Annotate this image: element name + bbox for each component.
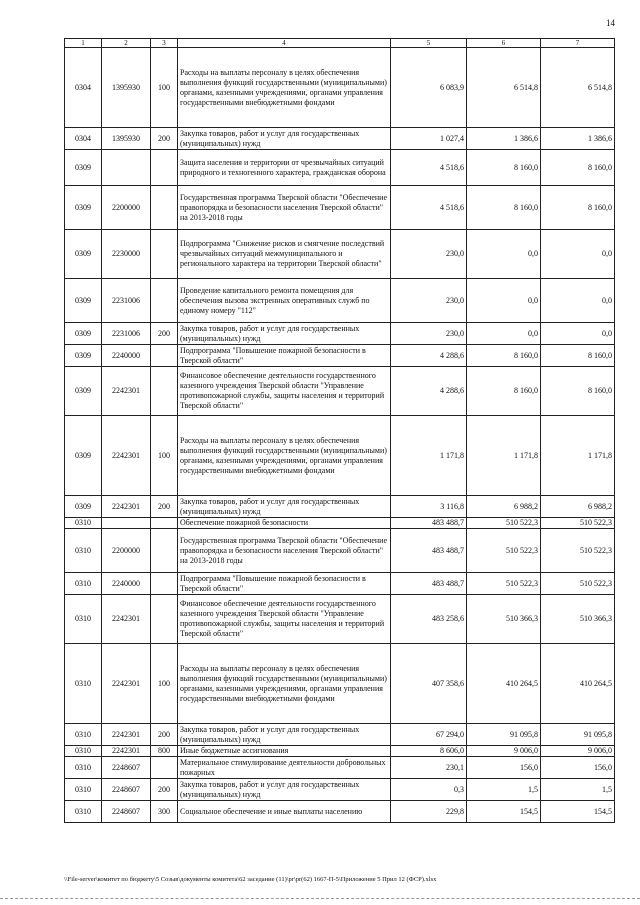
description-cell: Материальное стимулирование деятельности добровольных пожарных [178, 757, 391, 779]
section-code-cell: 0304 [65, 48, 102, 128]
amount-col5-cell: 4 518,6 [391, 186, 467, 230]
header-col-2: 2 [102, 39, 151, 48]
table-row [65, 323, 615, 345]
target-article-cell: 2240000 [102, 345, 151, 367]
table-header-row [65, 39, 615, 48]
amount-col5-cell: 4 288,6 [391, 345, 467, 367]
expense-type-cell: 200 [151, 128, 178, 150]
amount-col6-cell: 91 095,8 [467, 724, 541, 746]
description-cell: Государственная программа Тверской области "Обеспечение правопорядка и безопасности населения Тверской области" на 2013-2018 годы [178, 186, 391, 230]
section-code-cell: 0310 [65, 644, 102, 724]
section-code-cell: 0309 [65, 279, 102, 323]
table-row [65, 186, 615, 230]
amount-col7-cell: 91 095,8 [541, 724, 615, 746]
amount-col5-cell: 483 488,7 [391, 529, 467, 573]
target-article-cell: 1395930 [102, 48, 151, 128]
amount-col6-cell: 156,0 [467, 757, 541, 779]
description-cell: Обеспечение пожарной безопасности [178, 518, 391, 529]
table-row [65, 150, 615, 186]
table-row [65, 644, 615, 724]
amount-col5-cell: 4 518,6 [391, 150, 467, 186]
expense-type-cell [151, 367, 178, 416]
amount-col6-cell: 0,0 [467, 323, 541, 345]
expense-type-cell [151, 279, 178, 323]
expense-type-cell: 100 [151, 48, 178, 128]
amount-col7-cell: 510 522,3 [541, 518, 615, 529]
amount-col6-cell: 1 171,8 [467, 416, 541, 496]
section-code-cell: 0309 [65, 230, 102, 279]
table-row [65, 529, 615, 573]
expense-type-cell: 200 [151, 724, 178, 746]
amount-col6-cell: 1,5 [467, 779, 541, 801]
target-article-cell: 2240000 [102, 573, 151, 595]
amount-col5-cell: 3 116,8 [391, 496, 467, 518]
amount-col5-cell: 1 027,4 [391, 128, 467, 150]
expense-type-cell [151, 150, 178, 186]
header-col-7: 7 [541, 39, 615, 48]
target-article-cell: 2200000 [102, 186, 151, 230]
table-row [65, 595, 615, 644]
section-code-cell: 0310 [65, 724, 102, 746]
table-body [65, 48, 615, 823]
expense-type-cell [151, 230, 178, 279]
page-edge-divider [0, 898, 640, 899]
section-code-cell: 0310 [65, 518, 102, 529]
amount-col6-cell: 0,0 [467, 279, 541, 323]
table-row [65, 48, 615, 128]
amount-col5-cell: 483 488,7 [391, 573, 467, 595]
amount-col7-cell: 6 514,8 [541, 48, 615, 128]
target-article-cell [102, 518, 151, 529]
amount-col6-cell: 410 264,5 [467, 644, 541, 724]
description-cell: Закупка товаров, работ и услуг для государственных (муниципальных) нужд [178, 128, 391, 150]
amount-col5-cell: 6 083,9 [391, 48, 467, 128]
header-col-3: 3 [151, 39, 178, 48]
target-article-cell: 2230000 [102, 230, 151, 279]
table-row [65, 416, 615, 496]
table-row [65, 801, 615, 823]
section-code-cell: 0310 [65, 595, 102, 644]
target-article-cell: 2248607 [102, 801, 151, 823]
section-code-cell: 0309 [65, 345, 102, 367]
amount-col7-cell: 0,0 [541, 323, 615, 345]
section-code-cell: 0310 [65, 529, 102, 573]
table-row [65, 279, 615, 323]
target-article-cell: 2248607 [102, 779, 151, 801]
expense-type-cell [151, 595, 178, 644]
header-col-4: 4 [178, 39, 391, 48]
expense-type-cell: 200 [151, 496, 178, 518]
amount-col5-cell: 0,3 [391, 779, 467, 801]
target-article-cell: 2242301 [102, 416, 151, 496]
table-row [65, 345, 615, 367]
amount-col6-cell: 0,0 [467, 230, 541, 279]
amount-col6-cell: 6 988,2 [467, 496, 541, 518]
table-row [65, 757, 615, 779]
amount-col5-cell: 230,0 [391, 323, 467, 345]
table-row [65, 496, 615, 518]
table-row [65, 128, 615, 150]
description-cell: Подпрограмма "Повышение пожарной безопасности в Тверской области" [178, 573, 391, 595]
target-article-cell: 1395930 [102, 128, 151, 150]
description-cell: Подпрограмма "Повышение пожарной безопасности в Тверской области" [178, 345, 391, 367]
section-code-cell: 0304 [65, 128, 102, 150]
description-cell: Защита населения и территории от чрезвычайных ситуаций природного и техногенного характера, гражданская оборона [178, 150, 391, 186]
target-article-cell: 2231006 [102, 279, 151, 323]
section-code-cell: 0310 [65, 757, 102, 779]
amount-col6-cell: 510 366,3 [467, 595, 541, 644]
section-code-cell: 0309 [65, 186, 102, 230]
table-row [65, 367, 615, 416]
amount-col6-cell: 8 160,0 [467, 186, 541, 230]
target-article-cell: 2242301 [102, 746, 151, 757]
amount-col6-cell: 510 522,3 [467, 573, 541, 595]
target-article-cell [102, 150, 151, 186]
amount-col6-cell: 510 522,3 [467, 529, 541, 573]
expense-type-cell [151, 518, 178, 529]
description-cell: Проведение капитального ремонта помещения для обеспечения вызова экстренных оперативных служб по единому номеру "112" [178, 279, 391, 323]
amount-col5-cell: 67 294,0 [391, 724, 467, 746]
amount-col7-cell: 0,0 [541, 279, 615, 323]
description-cell: Расходы на выплаты персоналу в целях обеспечения выполнения функций государственными (муниципальными) органами, казенными учреждениями, органами управления государственными внебюджетными фондами [178, 416, 391, 496]
amount-col7-cell: 510 366,3 [541, 595, 615, 644]
amount-col6-cell: 8 160,0 [467, 150, 541, 186]
description-cell: Финансовое обеспечение деятельности государственного казенного учреждения Тверской области "Управление противопожарной службы, защиты населения и территорий Тверской области" [178, 595, 391, 644]
section-code-cell: 0309 [65, 496, 102, 518]
amount-col7-cell: 6 988,2 [541, 496, 615, 518]
expense-type-cell [151, 573, 178, 595]
target-article-cell: 2242301 [102, 644, 151, 724]
amount-col5-cell: 483 488,7 [391, 518, 467, 529]
description-cell: Закупка товаров, работ и услуг для государственных (муниципальных) нужд [178, 496, 391, 518]
amount-col7-cell: 156,0 [541, 757, 615, 779]
table-row [65, 573, 615, 595]
section-code-cell: 0309 [65, 367, 102, 416]
amount-col5-cell: 230,0 [391, 230, 467, 279]
expense-type-cell [151, 529, 178, 573]
amount-col5-cell: 407 358,6 [391, 644, 467, 724]
expense-type-cell [151, 757, 178, 779]
amount-col7-cell: 8 160,0 [541, 367, 615, 416]
description-cell: Финансовое обеспечение деятельности государственного казенного учреждения Тверской области "Управление противопожарной службы, защиты населения и территорий Тверской области" [178, 367, 391, 416]
section-code-cell: 0310 [65, 573, 102, 595]
expense-type-cell: 100 [151, 644, 178, 724]
expense-type-cell: 800 [151, 746, 178, 757]
description-cell: Расходы на выплаты персоналу в целях обеспечения выполнения функций государственными (муниципальными) органами, казенными учреждениями, органами управления государственными внебюджетными фондами [178, 644, 391, 724]
budget-table [64, 38, 615, 823]
section-code-cell: 0310 [65, 746, 102, 757]
amount-col7-cell: 1,5 [541, 779, 615, 801]
amount-col5-cell: 1 171,8 [391, 416, 467, 496]
section-code-cell: 0309 [65, 416, 102, 496]
description-cell: Иные бюджетные ассигнования [178, 746, 391, 757]
page-number: 14 [606, 18, 615, 28]
amount-col7-cell: 410 264,5 [541, 644, 615, 724]
table-row [65, 230, 615, 279]
description-cell: Подпрограмма "Снижение рисков и смягчение последствий чрезвычайных ситуаций межмуниципального и регионального характера на территории Тверской области" [178, 230, 391, 279]
amount-col7-cell: 510 522,3 [541, 529, 615, 573]
description-cell: Закупка товаров, работ и услуг для государственных (муниципальных) нужд [178, 724, 391, 746]
expense-type-cell: 300 [151, 801, 178, 823]
section-code-cell: 0310 [65, 801, 102, 823]
amount-col7-cell: 1 386,6 [541, 128, 615, 150]
target-article-cell: 2231006 [102, 323, 151, 345]
amount-col7-cell: 0,0 [541, 230, 615, 279]
amount-col5-cell: 229,8 [391, 801, 467, 823]
amount-col7-cell: 1 171,8 [541, 416, 615, 496]
description-cell: Расходы на выплаты персоналу в целях обеспечения выполнения функций государственными (муниципальными) органами, казенными учреждениями, органами управления государственными внебюджетными фондами [178, 48, 391, 128]
description-cell: Закупка товаров, работ и услуг для государственных (муниципальных) нужд [178, 323, 391, 345]
amount-col5-cell: 230,0 [391, 279, 467, 323]
target-article-cell: 2242301 [102, 595, 151, 644]
amount-col7-cell: 8 160,0 [541, 345, 615, 367]
table-row [65, 724, 615, 746]
amount-col6-cell: 8 160,0 [467, 367, 541, 416]
amount-col6-cell: 510 522,3 [467, 518, 541, 529]
section-code-cell: 0309 [65, 323, 102, 345]
target-article-cell: 2242301 [102, 724, 151, 746]
amount-col7-cell: 8 160,0 [541, 186, 615, 230]
description-cell: Государственная программа Тверской области "Обеспечение правопорядка и безопасности населения Тверской области" на 2013-2018 годы [178, 529, 391, 573]
expense-type-cell: 100 [151, 416, 178, 496]
target-article-cell: 2200000 [102, 529, 151, 573]
expense-type-cell: 200 [151, 779, 178, 801]
amount-col7-cell: 9 006,0 [541, 746, 615, 757]
description-cell: Закупка товаров, работ и услуг для государственных (муниципальных) нужд [178, 779, 391, 801]
header-col-1: 1 [65, 39, 102, 48]
amount-col6-cell: 9 006,0 [467, 746, 541, 757]
expense-type-cell [151, 345, 178, 367]
amount-col5-cell: 8 606,0 [391, 746, 467, 757]
amount-col7-cell: 510 522,3 [541, 573, 615, 595]
file-path-footer: \\File-server\комитет по бюджету\5 Созыв\документы комитета\62 заседание (11)\pr\pr(62) 1667-П-5\Приложение 5 Прил 12 (ФСР).xlsx [64, 876, 437, 883]
target-article-cell: 2242301 [102, 496, 151, 518]
amount-col5-cell: 483 258,6 [391, 595, 467, 644]
amount-col6-cell: 154,5 [467, 801, 541, 823]
expense-type-cell [151, 186, 178, 230]
amount-col6-cell: 6 514,8 [467, 48, 541, 128]
table-row [65, 746, 615, 757]
header-col-6: 6 [467, 39, 541, 48]
amount-col6-cell: 8 160,0 [467, 345, 541, 367]
target-article-cell: 2248607 [102, 757, 151, 779]
amount-col5-cell: 230,1 [391, 757, 467, 779]
table-row [65, 518, 615, 529]
target-article-cell: 2242301 [102, 367, 151, 416]
section-code-cell: 0310 [65, 779, 102, 801]
expense-type-cell: 200 [151, 323, 178, 345]
description-cell: Социальное обеспечение и иные выплаты населению [178, 801, 391, 823]
header-col-5: 5 [391, 39, 467, 48]
section-code-cell: 0309 [65, 150, 102, 186]
amount-col7-cell: 154,5 [541, 801, 615, 823]
amount-col7-cell: 8 160,0 [541, 150, 615, 186]
table-row [65, 779, 615, 801]
amount-col5-cell: 4 288,6 [391, 367, 467, 416]
amount-col6-cell: 1 386,6 [467, 128, 541, 150]
